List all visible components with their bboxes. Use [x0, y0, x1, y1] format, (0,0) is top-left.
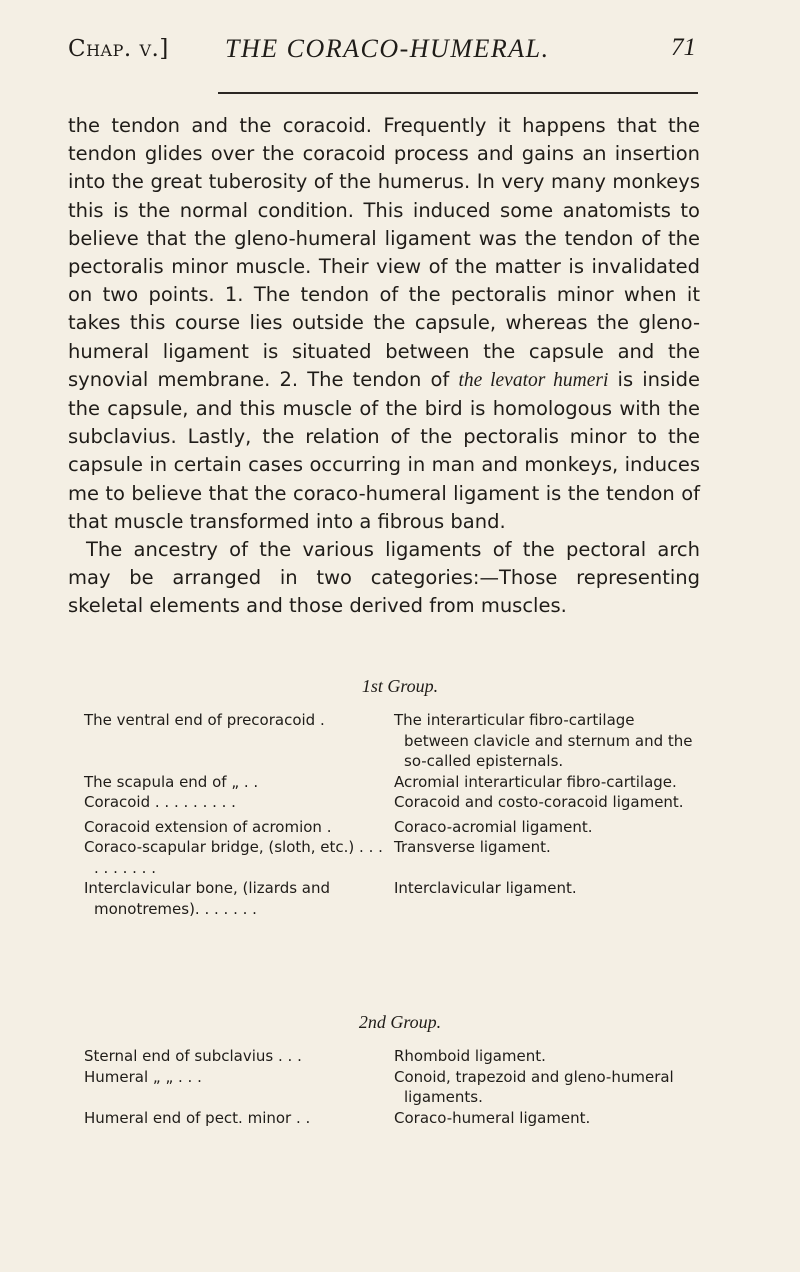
group-2-title: 2nd Group. [358, 1012, 442, 1032]
row-left: The scapula end of „ . . [84, 772, 259, 791]
page-number: 71 [671, 34, 696, 61]
row-left: Coraco-scapular bridge, (sloth, etc.) . . . . . . . . . . [84, 838, 383, 877]
table-row [84, 710, 694, 772]
row-right: The interarticular fibro-cartilage between clavicle and sternum and the so-called episternals. [394, 711, 693, 770]
paragraph-1-italic: the levator humeri [458, 369, 609, 391]
body-text [68, 112, 700, 621]
table-row [84, 817, 694, 838]
row-right: Rhomboid ligament. [394, 1047, 546, 1065]
paragraph-1 [68, 112, 700, 536]
row-right: Interclavicular ligament. [394, 879, 577, 897]
row-right: Coraco-humeral ligament. [394, 1108, 591, 1127]
table-row [84, 878, 694, 919]
row-right: Transverse ligament. [394, 838, 551, 856]
paragraph-2: The ancestry of the various ligaments of the pectoral arch may be arranged in two categories:—Those representing skeletal elements and those derived from muscles. [68, 538, 700, 618]
row-right: Conoid, trapezoid and gleno-humeral ligaments. [394, 1067, 674, 1106]
row-left: The ventral end of precoracoid . [84, 711, 325, 729]
row-left: Humeral „ „ . . . [84, 1067, 202, 1086]
table-row [84, 1108, 694, 1129]
group-2-table [84, 1046, 694, 1128]
row-right: Acromial interarticular fibro-cartilage. [394, 772, 677, 791]
row-right: Coracoid and costo-coracoid ligament. [394, 793, 684, 811]
running-title: THE CORACO-HUMERAL. [225, 34, 550, 63]
chapter-label: Chap. v.] [68, 36, 169, 62]
paragraph-1-text-a: the tendon and the coracoid. Frequently it happens that the tendon glides over the coracoid process and gains an insertion into the great tuberosity of the humerus. In very many monkeys this is the normal condition. This induced some anatomists to believe that the gleno-humeral ligament was the tendon of the pectoralis minor muscle. Their view of the matter is invalidated on two points. 1. The tendon of the pectoralis minor when it takes this course lies outside the capsule, whereas the gleno-humeral ligament is situated between the capsule and the synovial membrane. 2. The tendon of [68, 114, 700, 391]
table-row [84, 792, 694, 813]
row-left: Humeral end of pect. minor . . [84, 1108, 311, 1127]
table-row [84, 772, 694, 793]
row-right: Coraco-acromial ligament. [394, 817, 593, 836]
table-row [84, 1067, 694, 1108]
row-left: Coracoid . . . . . . . . . [84, 793, 236, 811]
row-left: Sternal end of subclavius . . . [84, 1047, 302, 1065]
table-row [84, 837, 694, 878]
row-left: Coracoid extension of acromion . [84, 817, 332, 836]
paragraph-1-text-b: is inside the capsule, and this muscle of the bird is homologous with the subclavius. Lastly, the relation of the pectoralis minor to the capsule in certain cases occurring in man and monkeys, induces me to believe that the coraco-humeral ligament is the tendon of that muscle transformed into a fibrous band. [68, 367, 700, 533]
group-1-table [84, 710, 694, 919]
running-header [68, 30, 700, 90]
row-left: Interclavicular bone, (lizards and monotremes). . . . . . . [84, 879, 331, 918]
header-rule [218, 92, 698, 94]
group-1-title: 1st Group. [361, 676, 439, 696]
table-row [84, 1046, 694, 1067]
